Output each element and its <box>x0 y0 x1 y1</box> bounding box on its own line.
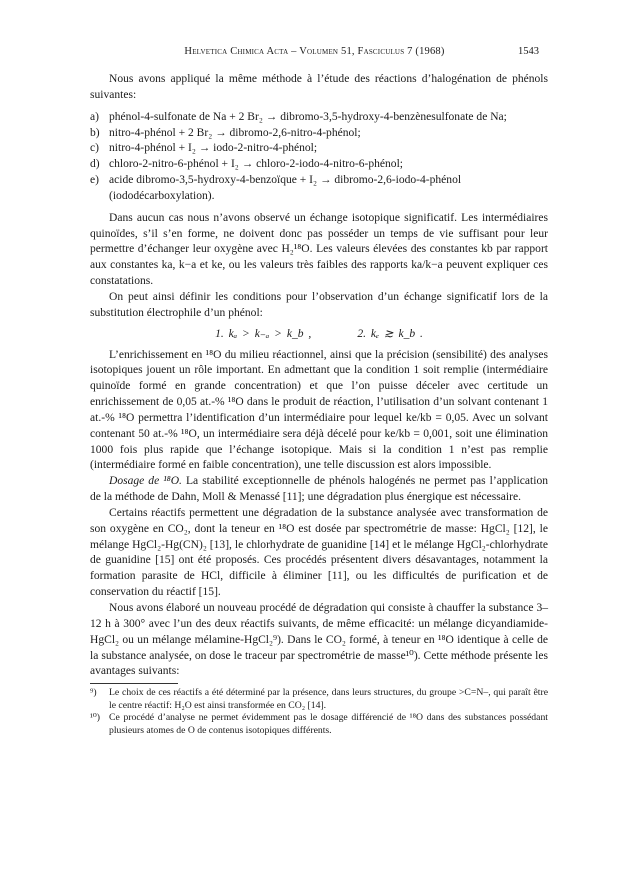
footnote-divider <box>90 683 178 684</box>
intro-paragraph: Nous avons appliqué la même méthode à l’étude des réactions d’halogénation de phénols suivantes: <box>90 73 548 101</box>
item-label: c) <box>90 142 99 155</box>
item-label: a) <box>90 110 99 123</box>
footnote-number: ⁹) <box>90 687 97 699</box>
running-header <box>0 46 629 62</box>
condition-formula <box>90 327 548 343</box>
paragraph-reagents: Certains réactifs permettent une dégradation de la substance analysée avec transformation de son oxygène en CO₂, dont la teneur en ¹⁸O est dosée par spectrométrie de masse: HgCl₂ [12], le mélange HgCl₂-Hg(CN)₂ [13], le chlorhydrate de guanidine [14] et le mélange HgCl₂-chlorhydrate de guanidine [15] ont été proposés. Ces procédés présentent divers désavantages, notamment la formation parasite de HCl, difficile à éliminer [11], ou les difficultés de purification et de conservation du réactif [15]. <box>90 506 548 599</box>
footnote-text: Le choix de ces réactifs a été déterminé par la présence, dans leurs structures, du groupe >C=N–, qui paraît être le centre réactif: H₂O est ainsi transformée en CO₂ [14]. <box>109 687 548 711</box>
item-text: chloro-2-nitro-6-phénol + I₂ → chloro-2-iodo-4-nitro-6-phénol; <box>109 158 403 171</box>
footnote <box>90 712 548 737</box>
condition-2: 2. kₑ ≳ k_b . <box>357 327 423 340</box>
item-label: e) <box>90 174 99 187</box>
section-run-in-title: Dosage de ¹⁸O. <box>109 475 182 488</box>
paragraph-enrichment: L’enrichissement en ¹⁸O du milieu réactionnel, ainsi que la précision (sensibilité) des analyses isotopiques jouent un rôle important. En admettant que la condition 1 soit remplie (intermédiaire quinoïde formé en grande concentration) et que l’on puisse déceler avec certitude un enrichissement de 0,05 at.-% ¹⁸O dans le produit de réaction, l’utilisation d’un solvant contenant 1 at.-% ¹⁸O permettra l’identification d’un intermédiaire pour lequel ke/kb = 0,05. Avec un solvant contenant 50 at.-% ¹⁸O, un intermédiaire sera déjà décelé pour ke/kb = 0,001, soit une élimination 1000 fois plus rapide que l’échange isotopique. Mais si la condition 1 n’est pas remplie (intermédiaire formé en faible concentration), une telle discussion est alors impossible. <box>90 348 548 472</box>
list-item <box>90 173 548 205</box>
item-text: nitro-4-phénol + 2 Br₂ → dibromo-2,6-nitro-4-phénol; <box>109 126 361 139</box>
body-text <box>90 72 548 738</box>
item-label: b) <box>90 126 100 139</box>
paragraph-isotopic-exchange: Dans aucun cas nous n’avons observé un échange isotopique significatif. Les intermédiaires quinoïdes, s’il s’en forme, ne doivent donc pas posséder un temps de vie suffisant pour leur permettre d’échanger leur oxygène avec H₂¹⁸O. Les valeurs élevées des constantes kb par rapport aux constantes ka, k−a et ke, ou les valeurs très faibles des rapports ka/k−a peuvent expliquer ces constatations. <box>90 211 548 288</box>
list-item <box>90 157 548 173</box>
item-text: acide dibromo-3,5-hydroxy-4-benzoïque + I₂ → dibromo-2,6-iodo-4-phénol (iododécarboxylation). <box>109 174 462 202</box>
item-text: nitro-4-phénol + I₂ → iodo-2-nitro-4-phénol; <box>109 142 318 155</box>
item-text: phénol-4-sulfonate de Na + 2 Br₂ → dibromo-3,5-hydroxy-4-benzènesulfonate de Na; <box>109 110 507 123</box>
item-label: d) <box>90 158 100 171</box>
journal-title: Helvetica Chimica Acta – Volumen 51, Fasciculus 7 (1968) <box>184 46 445 57</box>
paragraph-new-method: Nous avons élaboré un nouveau procédé de dégradation qui consiste à chauffer la substance 3–12 h à 300° avec l’un des deux réactifs suivants, de même efficacité: un mélange dicyandiamide-HgCl₂ ou un mélange mélamine-HgCl₂⁹). Dans le CO₂ formé, à teneur en ¹⁸O identique à celle de la substance analysée, on dose le traceur par spectrométrie de masse¹⁰). Cette méthode présente les avantages suivants: <box>90 602 548 678</box>
footnote <box>90 687 548 712</box>
list-item <box>90 110 548 126</box>
dosage-text: La stabilité exceptionnelle de phénols halogénés ne permet pas l’application de la méthode de Dahn, Moll & Menassé [11]; une dégradation plus énergique est nécessaire. <box>90 475 549 504</box>
footnote-number: ¹⁰) <box>90 712 101 724</box>
paragraph-dosage <box>90 474 548 506</box>
reaction-list <box>90 110 548 205</box>
list-item <box>90 126 548 142</box>
paragraph-conditions: On peut ainsi définir les conditions pour l’observation d’un échange significatif lors de la substitution électrophile d’un phénol: <box>90 290 548 319</box>
list-item <box>90 141 548 157</box>
condition-1: 1. kₐ > k₋ₐ > k_b , <box>215 327 312 340</box>
page-number: 1543 <box>518 46 539 57</box>
footnote-text: Ce procédé d’analyse ne permet évidemment pas le dosage différencié de ¹⁸O dans des substances possédant plusieurs atomes de O de contenus isotopiques différents. <box>109 712 548 736</box>
